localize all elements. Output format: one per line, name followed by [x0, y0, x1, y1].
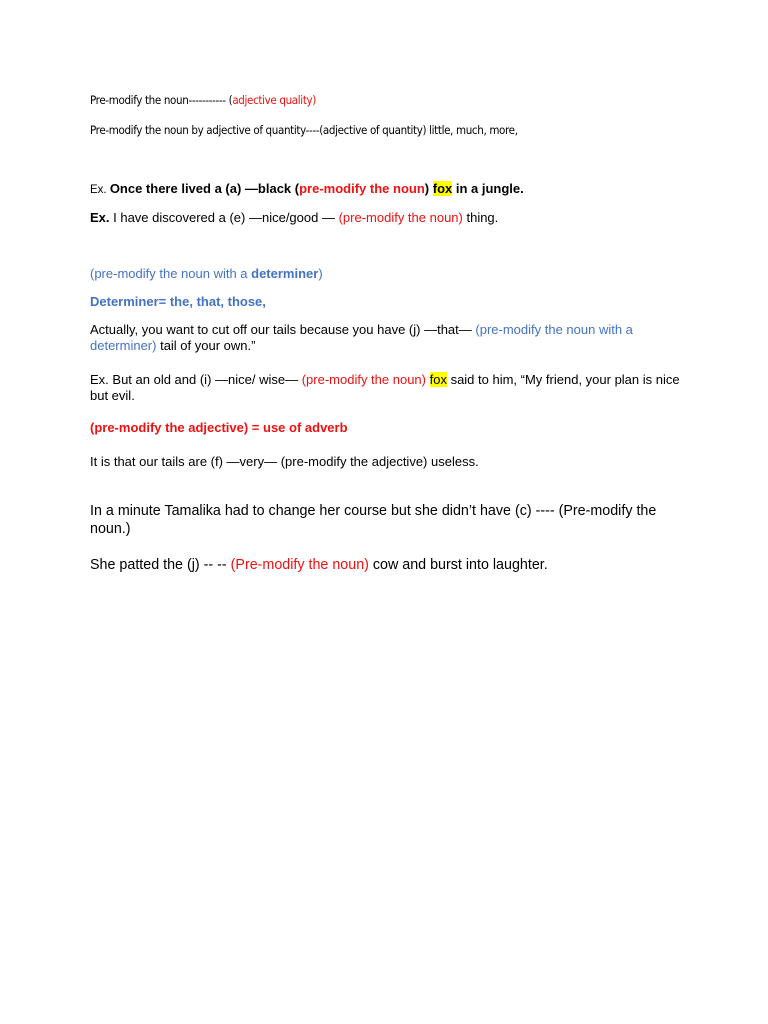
text-run: (pre-modify the noun) [301, 372, 426, 387]
text-run: thing. [462, 210, 499, 225]
text-run: (pre-modify the noun with a determiner) [90, 322, 633, 353]
text-run: adjective quality) [232, 93, 316, 107]
text-run: (Pre-modify the noun) [230, 557, 369, 573]
text-run: It is that our tails are (f) —very— (pre-modify the adjective) useless. [90, 454, 479, 469]
useless-tails-sentence [90, 454, 682, 470]
old-fox-sentence [90, 372, 682, 404]
determiner-heading [90, 266, 682, 282]
text-run: Once there lived a (a) —black ( [109, 181, 300, 196]
text-run: cow and burst into laughter. [368, 557, 548, 573]
highlighted-word: fox [432, 181, 453, 196]
text-run: Pre-modify the noun----------- ( [90, 93, 233, 107]
text-run: (pre-modify the noun with a [90, 266, 252, 281]
text-run: She patted the (j) -- -- [90, 557, 231, 573]
text-run: Pre-modify the noun by adjective of quantity----(adjective of quantity) little, much, more, [90, 123, 518, 137]
text-run: pre-modify the noun [299, 181, 425, 196]
determiner-list [90, 294, 682, 310]
text-run: In a minute Tamalika had to change her course but she didn’t have (c) ---- (Pre-modify the noun.) [90, 503, 657, 537]
text-run: Actually, you want to cut off our tails because you have (j) —that— [90, 322, 476, 337]
text-run: in a jungle. [452, 181, 524, 196]
tamalika-exercise [90, 502, 682, 538]
adverb-heading [90, 420, 682, 436]
text-run: ) [424, 181, 433, 196]
text-run: (pre-modify the adjective) = use of adverb [90, 420, 348, 435]
text-run: Ex. [90, 184, 110, 196]
patted-cow-exercise [90, 556, 682, 574]
text-run: Determiner= the, that, those, [90, 294, 266, 309]
text-run: (pre-modify the noun) [338, 210, 463, 225]
text-run: Ex. But an old and (i) —nice/ wise— [90, 372, 302, 387]
text-run: ) [318, 266, 323, 281]
example-fox-jungle [90, 181, 682, 198]
premodify-quality-line [90, 93, 682, 108]
text-run: tail of your own.” [156, 338, 256, 353]
cut-tails-sentence [90, 322, 682, 354]
text-run: said to him, “My friend, your plan is nice but evil. [90, 372, 680, 403]
text-run: determiner [251, 266, 319, 281]
text-run: Ex. [90, 210, 110, 225]
premodify-quantity-line [90, 123, 682, 138]
example-nice-thing [90, 210, 682, 226]
text-run: I have discovered a (e) —nice/good — [109, 210, 339, 225]
highlighted-word: fox [429, 372, 447, 387]
